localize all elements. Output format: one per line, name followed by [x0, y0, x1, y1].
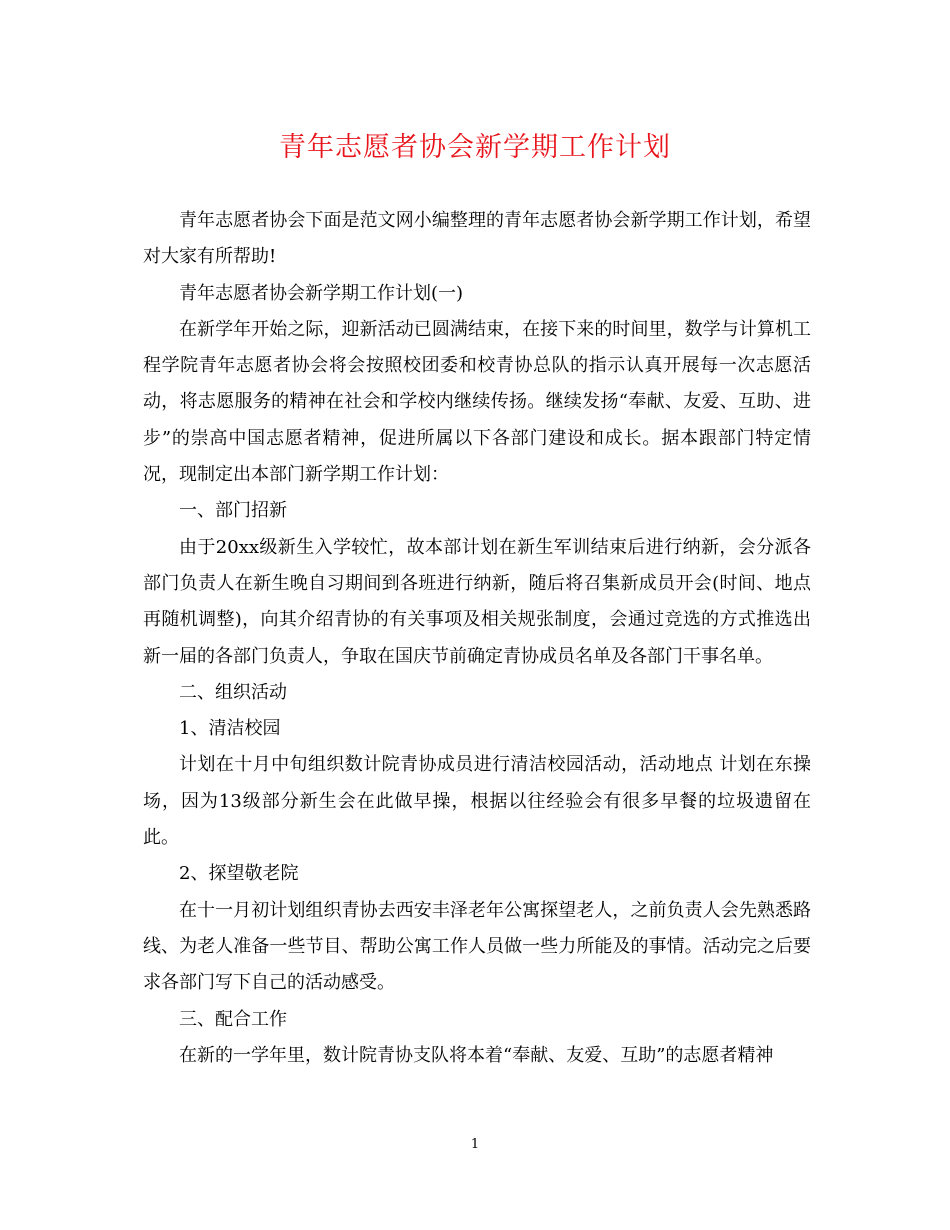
paragraph-clean-campus: 计划在十月中旬组织数计院青协成员进行清洁校园活动，活动地点 计划在东操场，因为13级部分新生会在此做早操，根据以往经验会有很多早餐的垃圾遗留在此。 [143, 754, 811, 849]
paragraph-recruitment: 由于20xx级新生入学较忙，故本部计划在新生军训结束后进行纳新，会分派各部门负责人在新生晚自习期间到各班进行纳新，随后将召集新成员开会(时间、地点再随机调整)，向其介绍青协的有关事项及相关规张制度，会通过竞选的方式推选出新一届的各部门负责人，争取在国庆节前确定青协成员名单及各部门干事名单。 [143, 536, 811, 667]
subheading-nursing-home: 2、探望敬老院 [179, 863, 299, 885]
paragraph-intro: 青年志愿者协会下面是范文网小编整理的青年志愿者协会新学期工作计划，希望对大家有所帮助! [143, 210, 811, 268]
document-title: 青年志愿者协会新学期工作计划 [279, 132, 671, 163]
section-heading-cooperation: 三、配合工作 [179, 1008, 287, 1030]
paragraph-plan-heading: 青年志愿者协会新学期工作计划(一) [179, 282, 464, 304]
paragraph-cooperation: 在新的一学年里，数计院青协支队将本着“奉献、友爱、互助”的志愿者精神 [179, 1044, 774, 1066]
section-heading-recruitment: 一、部门招新 [179, 500, 287, 522]
page-number: 1 [470, 1137, 480, 1152]
subheading-clean-campus: 1、清洁校园 [179, 718, 281, 740]
section-heading-activities: 二、组织活动 [179, 681, 287, 703]
paragraph-nursing-home: 在十一月初计划组织青协去西安丰泽老年公寓探望老人，之前负责人会先熟悉路线、为老人准备一些节目、帮助公寓工作人员做一些力所能及的事情。活动完之后要求各部门写下自己的活动感受。 [143, 899, 811, 994]
paragraph-background: 在新学年开始之际，迎新活动已圆满结束，在接下来的时间里，数学与计算机工程学院青年志愿者协会将会按照校团委和校青协总队的指示认真开展每一次志愿活动，将志愿服务的精神在社会和学校内继续传扬。继续发扬“奉献、友爱、互助、进步”的崇高中国志愿者精神，促进所属以下各部门建设和成长。据本跟部门特定情况，现制定出本部门新学期工作计划： [143, 318, 811, 486]
document-body [143, 203, 811, 1074]
